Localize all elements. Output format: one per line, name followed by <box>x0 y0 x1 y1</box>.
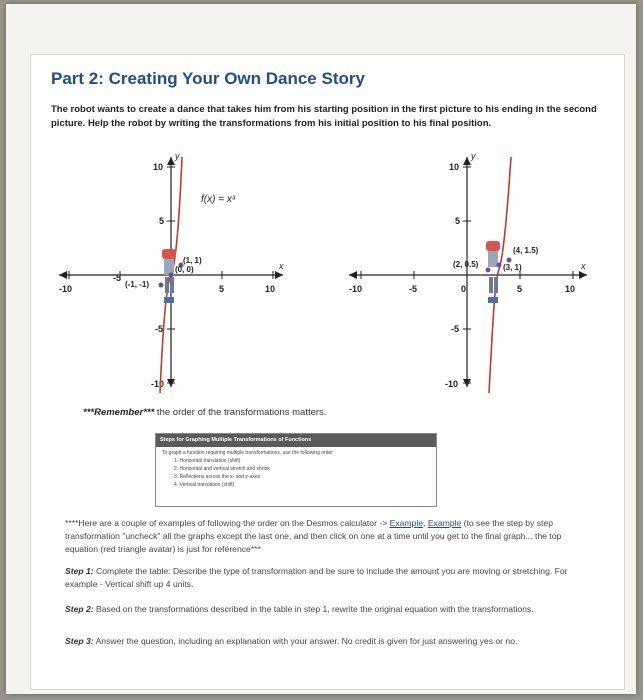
step-1-text: Complete the table: Describe the type of transformation and be sure to include the amount you are moving or stretching. For example - Vertical shift up 4 units. <box>65 566 568 589</box>
remember-label: ***Remember*** <box>83 407 155 418</box>
assignment-card <box>30 54 625 690</box>
scanned-page <box>6 4 636 694</box>
y-tick-label: 5 <box>455 216 461 226</box>
y-tick-label: -10 <box>151 379 165 389</box>
steps-reference-image <box>155 433 437 507</box>
example-link-2[interactable]: Example <box>427 518 462 528</box>
graph-axes <box>349 157 587 387</box>
x-tick-label: 5 <box>219 284 225 294</box>
x-tick-label: 10 <box>565 284 576 294</box>
y-axis-label: y <box>471 151 476 161</box>
step-3 <box>65 635 585 648</box>
step-2 <box>65 603 585 616</box>
step-1 <box>65 565 585 591</box>
point-marker <box>497 263 502 268</box>
step-3-text: Answer the question, including an explanation with your answer. No credit is given for just answering yes or no. <box>93 636 518 646</box>
graph-initial-position <box>51 147 291 402</box>
x-tick-label: 5 <box>517 284 523 294</box>
note-sep: , <box>423 518 428 528</box>
note-text: ****Here are a couple of examples of following the order on the Desmos calculator -> <box>65 518 390 528</box>
point-label: (4, 1.5) <box>513 246 539 255</box>
note-text: (to see the step by step transformation "uncheck" all the graphs except the last one, and then click on one at a time until you get to the final graph... the top equation (red triangle avatar) is just for reference*** <box>65 518 562 554</box>
intro-paragraph: The robot wants to create a dance that takes him from his starting position in the first picture to his ending in the second picture. Help the robot by writing the transformations from his initial position to his final position. <box>51 104 597 129</box>
function-label: f(x) = x³ <box>201 194 236 205</box>
x-axis-label: x <box>279 261 284 271</box>
y-tick-label: 5 <box>159 216 165 226</box>
x-tick-label: -10 <box>349 284 363 294</box>
y-tick-label: 10 <box>153 162 164 172</box>
steps-list <box>156 457 436 489</box>
y-tick-label: -10 <box>445 379 459 389</box>
y-tick-label: -5 <box>155 324 164 334</box>
list-item: 4. Vertical translation (shift) <box>174 482 235 488</box>
point-label: (0, 0) <box>175 265 194 274</box>
example-link-1[interactable]: Example <box>389 518 424 528</box>
point-marker <box>159 283 164 288</box>
point-label: (2, 0.5) <box>453 260 479 269</box>
list-item: 2. Horizontal and vertical stretch and shrink <box>174 466 270 472</box>
y-axis-label: y <box>175 151 180 161</box>
y-tick-label: -5 <box>451 324 460 334</box>
x-axis-label: x <box>581 261 586 271</box>
y-tick-label: 10 <box>449 162 460 172</box>
step-1-label: Step 1: <box>65 566 94 576</box>
step-2-label: Step 2: <box>65 604 94 614</box>
graph-final-position <box>343 147 593 402</box>
point-label: (3, 1) <box>503 263 522 272</box>
x-tick-label: 0 <box>461 284 467 294</box>
x-tick-label: -10 <box>59 284 73 294</box>
point-marker <box>486 268 491 273</box>
x-tick-label: 10 <box>265 284 276 294</box>
steps-heading: Steps for Graphing Multiple Transformations of Functions <box>156 434 436 447</box>
remember-text: the order of the transformations matters. <box>154 407 327 418</box>
x-tick-label: -5 <box>409 284 418 294</box>
step-3-label: Step 3: <box>65 636 94 646</box>
list-item: 3. Reflections across the x- and y-axes <box>174 474 261 480</box>
list-item: 1. Horizontal translation (shift) <box>174 458 241 464</box>
point-label: (1, 1) <box>183 256 202 265</box>
remember-note <box>83 407 326 418</box>
steps-intro: To graph a function requiring multiple transformations, use the following order <box>162 450 333 456</box>
point-label: (-1, -1) <box>125 280 149 289</box>
step-2-text: Based on the transformations described in the table in step 1, rewrite the original equation with the transformations. <box>93 604 534 614</box>
point-marker <box>507 258 512 263</box>
desmos-note <box>65 517 585 556</box>
page-title: Part 2: Creating Your Own Dance Story <box>51 69 365 88</box>
point-marker <box>169 273 174 278</box>
x-tick-label: -5 <box>113 273 122 283</box>
